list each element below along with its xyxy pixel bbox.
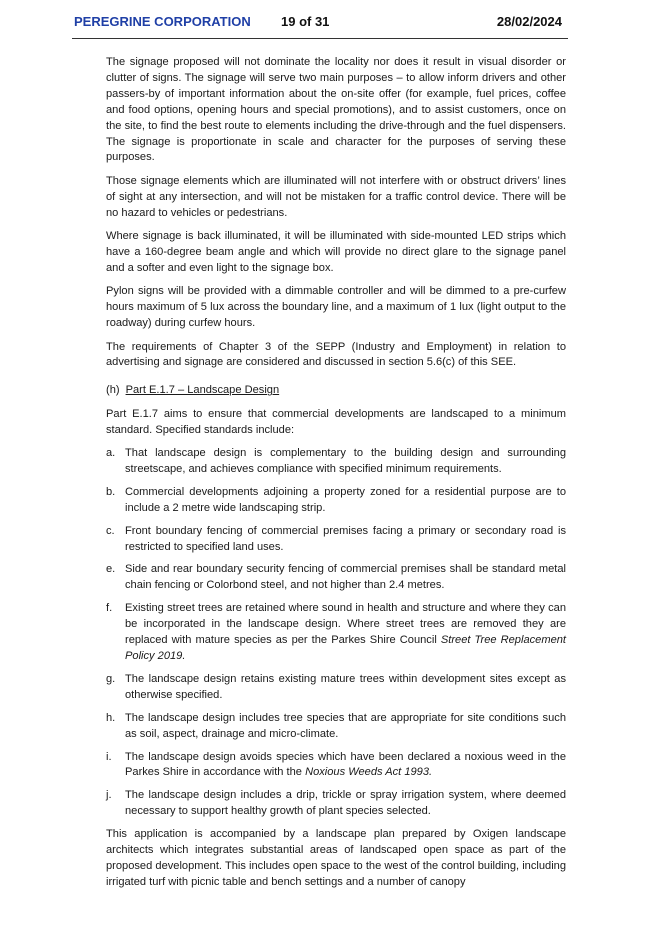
paragraph: Those signage elements which are illuminated will not interfere with or obstruct drivers’ lines of sight at any intersection, and will not be mistaken for a traffic control device. There will be no hazard to vehicles or pedestrians. [106, 174, 566, 219]
section-heading [106, 383, 566, 399]
company-name: PEREGRINE CORPORATION [74, 14, 251, 29]
act-title: Noxious Weeds Act 1993. [305, 766, 433, 779]
list-marker: c. [106, 524, 115, 537]
list-item-body [125, 601, 566, 665]
list-item [106, 788, 566, 820]
list-marker: j. [106, 789, 112, 802]
list-item [106, 524, 566, 556]
paragraph: The signage proposed will not dominate the locality nor does it result in visual disorder or clutter of signs. The signage will serve two main purposes – to allow inform drivers and other passers-by of important information about the on-site offer (for example, fuel prices, coffee and food options, opening hours and special promotions), and to assist customers, once on the site, to find the best route to elements including the drive-through and the fuel dispensers. The signage is proportionate in scale and character for the purposes of serving these purposes. [106, 56, 566, 164]
list-item [106, 601, 566, 665]
section-tag: (h) [106, 384, 120, 397]
list-item [106, 750, 566, 782]
list-marker: i. [106, 750, 112, 763]
page-number: 19 of 31 [281, 14, 330, 29]
header-rule [72, 38, 568, 39]
list-item-text: The landscape design retains existing mature trees within development sites except as otherwise specified. [125, 672, 566, 701]
list-item [106, 446, 566, 478]
list-marker: b. [106, 485, 116, 498]
closing-paragraph: This application is accompanied by a landscape plan prepared by Oxigen landscape architects which integrates substantial areas of landscaped open space as part of the proposed development. This includes open space to the west of the control building, including irrigated turf with picnic table and bench settings and a number of canopy [106, 828, 566, 888]
page-header [72, 14, 562, 34]
list-marker: a. [106, 447, 116, 460]
list-item-text: The landscape design avoids species which have been declared a noxious weed in the Parkes Shire in accordance with the [125, 750, 566, 779]
policy-title: Street Tree Replacement Policy 2019. [125, 634, 566, 662]
paragraph: Where signage is back illuminated, it will be illuminated with side-mounted LED strips which have a 160-degree beam angle and which will provide no direct glare to the signage panel and a softer and even light to the signage box. [106, 230, 566, 274]
paragraph: Pylon signs will be provided with a dimmable controller and will be dimmed to a pre-curfew hours maximum of 5 lux across the boundary line, and a maximum of 1 lux (light output to the roadway) during curfew hours. [106, 285, 566, 330]
paragraph: The requirements of Chapter 3 of the SEPP (Industry and Employment) in relation to advertising and signage are considered and discussed in section 5.6(c) of this SEE. [106, 340, 566, 369]
list-item-text: The landscape design includes tree species that are appropriate for site conditions such as soil, aspect, drainage and micro-climate. [125, 711, 566, 740]
list-item-text: Front boundary fencing of commercial premises facing a primary or secondary road is restricted to specified land uses. [125, 524, 566, 553]
list-item [106, 672, 566, 704]
list-item [106, 485, 566, 517]
list-marker: g. [106, 672, 116, 685]
document-body [106, 55, 566, 898]
list-item-body [125, 750, 566, 782]
list-item-text: That landscape design is complementary to the building design and surrounding streetscape, and achieves compliance with specified minimum requirements. [125, 447, 566, 475]
document-date: 28/02/2024 [496, 14, 562, 29]
list-item [106, 562, 566, 594]
list-marker: e. [106, 563, 116, 576]
list-item [106, 711, 566, 743]
list-marker: f. [106, 602, 113, 615]
list-item-text: The landscape design includes a drip, trickle or spray irrigation system, where deemed necessary to support healthy growth of plant species selected. [125, 789, 566, 818]
section-title: Part E.1.7 – Landscape Design [125, 384, 280, 397]
list-item-text: Existing street trees are retained where sound in health and structure and where they can be incorporated in the landscape design. Where street trees are removed they are replaced with mature species as per the Parkes Shire Council [125, 602, 566, 647]
list-item-text: Commercial developments adjoining a property zoned for a residential purpose are to include a 2 metre wide landscaping strip. [125, 485, 566, 514]
list-marker: h. [106, 711, 116, 724]
list-item-text: Side and rear boundary security fencing of commercial premises shall be standard metal chain fencing or Colorbond steel, and not higher than 2.4 metres. [125, 563, 566, 592]
section-intro: Part E.1.7 aims to ensure that commercial developments are landscaped to a minimum standard. Specified standards include: [106, 407, 566, 436]
